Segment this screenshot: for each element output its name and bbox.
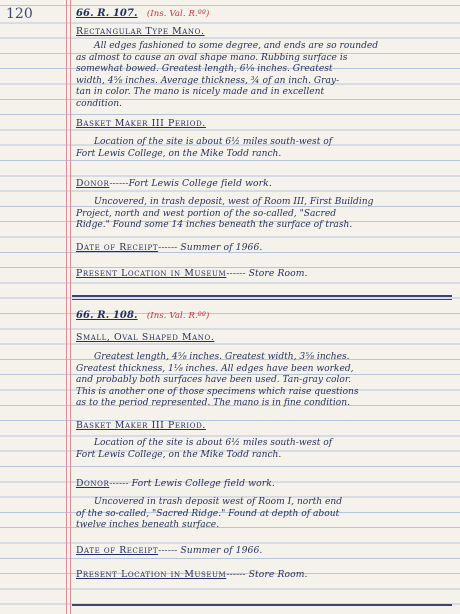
desc-line: tan in color. The mano is nicely made and in excellent [76,87,325,98]
present-location-dashes: ------ [226,569,246,580]
location-line: Fort Lewis College, on the Mike Todd ranch. [76,148,282,159]
find-line: Ridge." Found some 14 inches beneath the surface of trash. [76,220,353,231]
find-line: Uncovered, in trash deposit, west of Room III, First Building [94,197,374,207]
location [76,438,452,461]
margin-rule [66,0,67,614]
entry-separator-inner [72,299,452,300]
desc-line: Greatest length, 4⅝ inches. Greatest width, 3⅝ inches. [94,352,350,362]
location-line: Fort Lewis College, on the Mike Todd ranch. [76,449,282,460]
desc-line: All edges fashioned to some degree, and ends are so rounded [94,41,379,51]
find-context [76,497,452,532]
desc-line: condition. [76,98,122,109]
find-line: Uncovered in trash deposit west of Room I, north end [94,497,343,507]
entry-separator [72,295,452,297]
desc-line: as to the period represented. The mano is in fine condition. [76,398,350,409]
donor-dashes: ------ [109,478,129,489]
page-number: 120 [6,6,33,22]
donor-value: Fort Lewis College field work. [128,178,272,189]
catalog-number: 66. R. 108. [76,310,138,321]
receipt-label: Date of Receipt [76,242,159,253]
present-location-value: Store Room. [248,569,308,580]
donor-label: Donor [76,178,110,189]
location [76,137,452,160]
donor-label: Donor [76,478,110,489]
desc-line: This is another one of those specimens which raise questions [76,386,359,397]
desc-line: width, 4⅝ inches. Average thickness, ¾ of an inch. Gray- [76,75,340,86]
receipt-value: Summer of 1966. [180,242,263,253]
insurance-value: (Ins. Val. R.ºº) [146,311,210,321]
find-line: twelve inches beneath surface. [76,520,220,531]
desc-line: somewhat bowed. Greatest length, 6⅛ inches. Greatest [76,64,333,75]
insurance-value: (Ins. Val. R.ºº) [146,9,210,19]
present-location-value: Store Room. [248,268,308,279]
desc-line: Greatest thickness, 1⅛ inches. All edges have been worked, [76,363,354,374]
find-line: Project, north and west portion of the so-called, "Sacred [76,208,337,219]
present-location-label: Present Location in Museum [76,569,227,580]
desc-line: as almost to cause an oval shape mano. Rubbing surface is [76,52,348,63]
receipt-value: Summer of 1966. [180,545,263,556]
location-line: Location of the site is about 6½ miles south-west of [94,438,333,448]
specimen-title: Small, Oval Shaped Mano. [76,332,215,343]
find-context [76,197,452,232]
desc-line: and probably both surfaces have been used. Tan-gray color. [76,375,352,386]
period-label: Basket Maker III Period. [76,420,206,431]
receipt-label: Date of Receipt [76,545,159,556]
catalog-number: 66. R. 107. [76,8,138,19]
find-line: of the so-called, "Sacred Ridge." Found at depth of about [76,508,340,519]
period-label: Basket Maker III Period. [76,118,206,129]
catalog-entry [76,6,452,296]
location-line: Location of the site is about 6½ miles south-west of [94,137,333,147]
description [76,352,452,410]
margin-rule-inner [70,0,71,614]
entry-separator [72,604,452,606]
receipt-dashes: ------ [158,242,178,253]
catalog-entry [76,310,452,600]
present-location-dashes: ------ [226,268,246,279]
present-location-label: Present Location in Museum [76,268,227,279]
donor-dashes: ------ [109,178,129,189]
donor-value: Fort Lewis College field work. [131,478,275,489]
specimen-title: Rectangular Type Mano. [76,26,205,37]
description [76,41,452,111]
receipt-dashes: ------ [158,545,178,556]
